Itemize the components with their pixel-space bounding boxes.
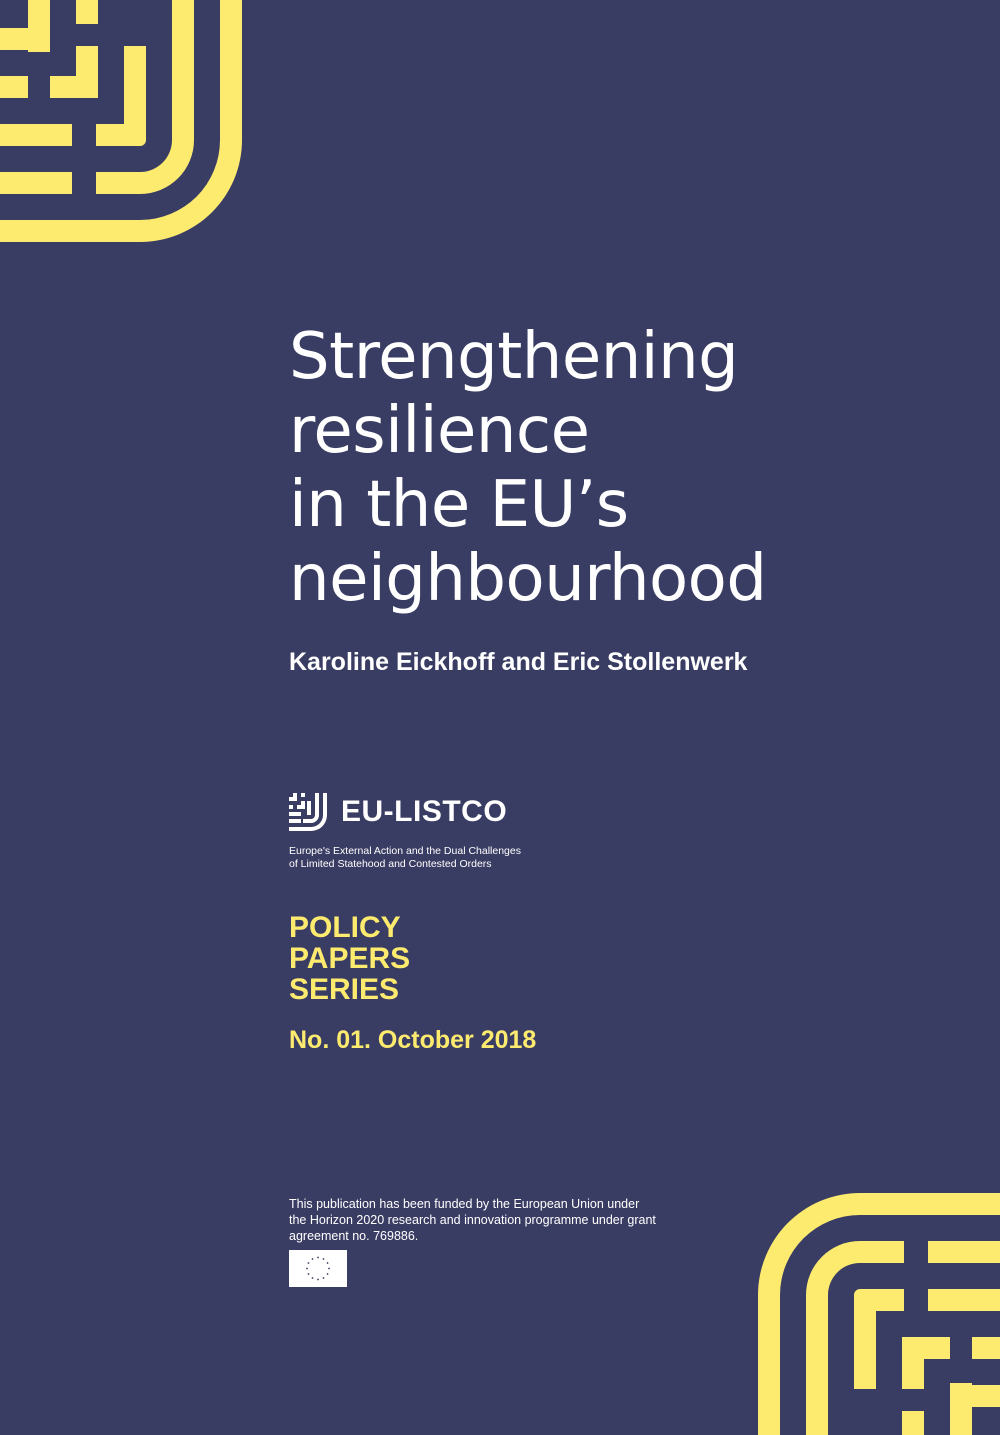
authors: Karoline Eickhoff and Eric Stollenwerk [289, 648, 748, 676]
flag-star-icon [312, 1277, 314, 1279]
funding-line: the Horizon 2020 research and innovation programme under grant [289, 1213, 656, 1227]
title-line: resilience [289, 394, 590, 468]
top-left-maze-ornament-icon [0, 0, 245, 245]
funding-line: agreement no. 769886. [289, 1229, 419, 1243]
flag-star-icon [323, 1277, 325, 1279]
title-line: in the EU’s [289, 468, 629, 542]
flag-star-icon [308, 1262, 310, 1264]
logo-subtitle [289, 845, 521, 871]
logo-subtitle-line: Europe's External Action and the Dual Challenges [289, 845, 521, 857]
title-line: neighbourhood [289, 542, 767, 616]
flag-star-icon [327, 1273, 329, 1275]
document-title [289, 320, 969, 616]
flag-star-icon [308, 1273, 310, 1275]
flag-star-icon [327, 1262, 329, 1264]
series-line: PAPERS [289, 942, 411, 975]
flag-star-icon [323, 1258, 325, 1260]
title-line: Strengthening [289, 320, 739, 394]
series-title [289, 912, 410, 1005]
bottom-right-maze-ornament-icon [755, 1190, 1000, 1435]
flag-star-icon [306, 1268, 308, 1270]
eu-listco-logo [289, 793, 507, 831]
issue-number: No. 01. October 2018 [289, 1026, 537, 1054]
eu-listco-logo-icon [289, 793, 327, 831]
funding-line: This publication has been funded by the European Union under [289, 1197, 640, 1211]
flag-star-icon [312, 1258, 314, 1260]
series-line: POLICY [289, 911, 401, 944]
logo-name: EU-LISTCO [341, 795, 508, 828]
logo-subtitle-line: of Limited Statehood and Contested Orders [289, 858, 492, 870]
flag-star-icon [328, 1268, 330, 1270]
flag-star-icon [317, 1279, 319, 1281]
funding-statement [289, 1196, 709, 1244]
flag-star-icon [317, 1257, 319, 1259]
series-line: SERIES [289, 973, 400, 1006]
eu-flag-icon [289, 1250, 347, 1287]
